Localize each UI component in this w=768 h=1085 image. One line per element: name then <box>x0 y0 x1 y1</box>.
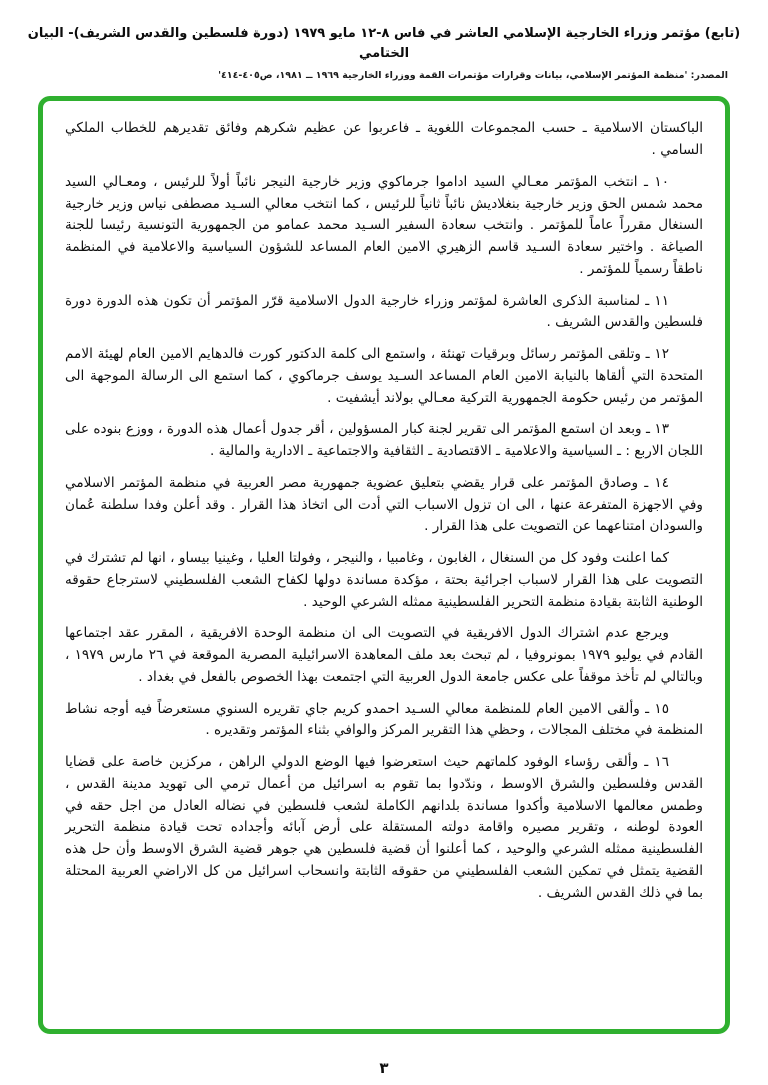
document-title: (تابع) مؤتمر وزراء الخارجية الإسلامي العاشر في فاس ٨-١٢ مايو ١٩٧٩ (دورة فلسطين والقدس الشريف)- البيان الختامي <box>27 26 741 62</box>
document-header <box>0 0 768 81</box>
content-box <box>38 96 730 1034</box>
paragraph: ١٤ ـ وصادق المؤتمر على قرار يقضي بتعليق عضوية جمهورية مصر العربية في منظمة المؤتمر الاسلامي وفي الاجهزة المتفرعة عنها ، الى ان تزول الاسباب التي أدت الى اتخاذ هذا القرار . وقد أعلن وفدا سلطنة عُمان والسودان امتناعهما عن التصويت على هذا القرار . <box>65 474 703 535</box>
paragraph: ١٠ ـ انتخب المؤتمر معـالي السيد اداموا جرماكوي وزير خارجية النيجر نائباً أولاً للرئيس ، ومعـالي السيد محمد شمس الحق وزير خارجية بنغلاديش نائباً ثانياً للرئيس ، كما انتخب معالي السـيد مصطفى نياس وزير خارجية السنغال مقرراً عاماً للمؤتمر . وانتخب سعادة السفير السـيد محمد عمامو من الجمهورية التونسية رئيسا للجنة الصياغة . واختير سعادة السـيد قاسم الزهيري الامين العام المساعد للشؤون السياسية والاعلامية في المنظمة ناطقاً رسمياً للمؤتمر . <box>65 173 703 277</box>
paragraph: ١١ ـ لمناسبة الذكرى العاشرة لمؤتمر وزراء خارجية الدول الاسلامية قرّر المؤتمر أن تكون هذه الدورة دورة فلسطين والقدس الشريف . <box>65 292 703 331</box>
paragraph: ١٣ ـ وبعد ان استمع المؤتمر الى تقرير لجنة كبار المسؤولين ، أقر جدول أعمال هذه الدورة ، ووزع بنوده على اللجان الاربع : ـ السياسية والاعلامية ـ الاقتصادية ـ الثقافية والاجتماعية ـ الادارية والمالية . <box>65 421 703 460</box>
paragraph: ١٦ ـ وألقى رؤساء الوفود كلماتهم حيث استعرضوا فيها الوضع الدولي الراهن ، مركزين خاصة على قضايا القدس وفلسطين والشرق الاوسط ، وندّدوا بما تقوم به اسرائيل من أعمال ترمي الى تهويد مدينة القدس ، وطمس معالمها الاسلامية وأكدوا مساندة بلدانهم الكاملة لشعب فلسطين في نضاله العادل من اجل حقه في العودة لوطنه ، وتقرير مصيره واقامة دولته المستقلة على أرض آبائه وأجداده تحت قيادة منظمة التحرير الفلسطينية ممثله الشرعي والوحيد ، كما أعلنوا أن قضية فلسطين هي جوهر قضية الشرق الاوسط وأن حل هذه القضية يتمثل في تمكين الشعب الفلسطيني من حقوقه الثابتة وانسحاب اسرائيل من كل الاراضي العربية المحتلة بما في ذلك القدس الشريف . <box>65 754 703 901</box>
page-number: ٣ <box>379 1059 389 1077</box>
document-source: المصدر: 'منظمة المؤتمر الإسلامي، بيانات وقرارات مؤتمرات القمة ووزراء الخارجية ١٩٦٩ ــ ١٩٨١، ص٤٠٥-٤١٤' <box>218 70 728 82</box>
paragraph: كما اعلنت وفود كل من السنغال ، الغابون ، وغامبيا ، والنيجر ، وفولتا العليا ، وغينيا بيساو ، انها لم تشترك في التصويت على هذا القرار لاسباب اجرائية بحتة ، مؤكدة مساندة دولها لكفاح الشعب الفلسطيني لاسترجاع حقوقه الوطنية الثابتة بقيادة منظمة التحرير الفلسطينية ممثله الشرعي الوحيد . <box>65 550 703 610</box>
paragraph: الباكستان الاسلامية ـ حسب المجموعات اللغوية ـ فاعربوا عن عظيم شكرهم وفائق تقديرهم للخطاب الملكي السامي . <box>65 120 703 159</box>
paragraph: ١٢ ـ وتلقى المؤتمر رسائل وبرقيات تهنئة ، واستمع الى كلمة الدكتور كورت فالدهايم الامين العام لهيئة الامم المتحدة التي ألقاها بالنيابة الامين العام المساعد السـيد يوسف جرماكوي ، كما استمع الى الرسالة الموجهة الى المؤتمر من رئيس حكومة الجمهورية التركية معـالي بولاند أيشفيت . <box>65 346 703 406</box>
paragraph: ١٥ ـ وألقى الامين العام للمنظمة معالي السـيد احمدو كريم جاي تقريره السنوي مستعرضاً فيه أوجه نشاط المنظمة في مختلف المجالات ، وحظي هذا التقرير المركز والوافي بثناء المؤتمر وتقديره . <box>65 700 703 739</box>
paragraph: ويرجع عدم اشتراك الدول الافريقية في التصويت الى ان منظمة الوحدة الافريقية ، المقرر عقد اجتماعها القادم في يوليو ١٩٧٩ بمونروفيا ، لم تبحث بعد ملف المعاهدة الاسرائيلية المصرية الموقعة في ٢٦ مارس ١٩٧٩ ، وبالتالي لم تأخذ موقفاً على عكس جامعة الدول العربية التي اجتمعت بهذا الخصوص بالفعل في بغداد . <box>65 625 703 685</box>
